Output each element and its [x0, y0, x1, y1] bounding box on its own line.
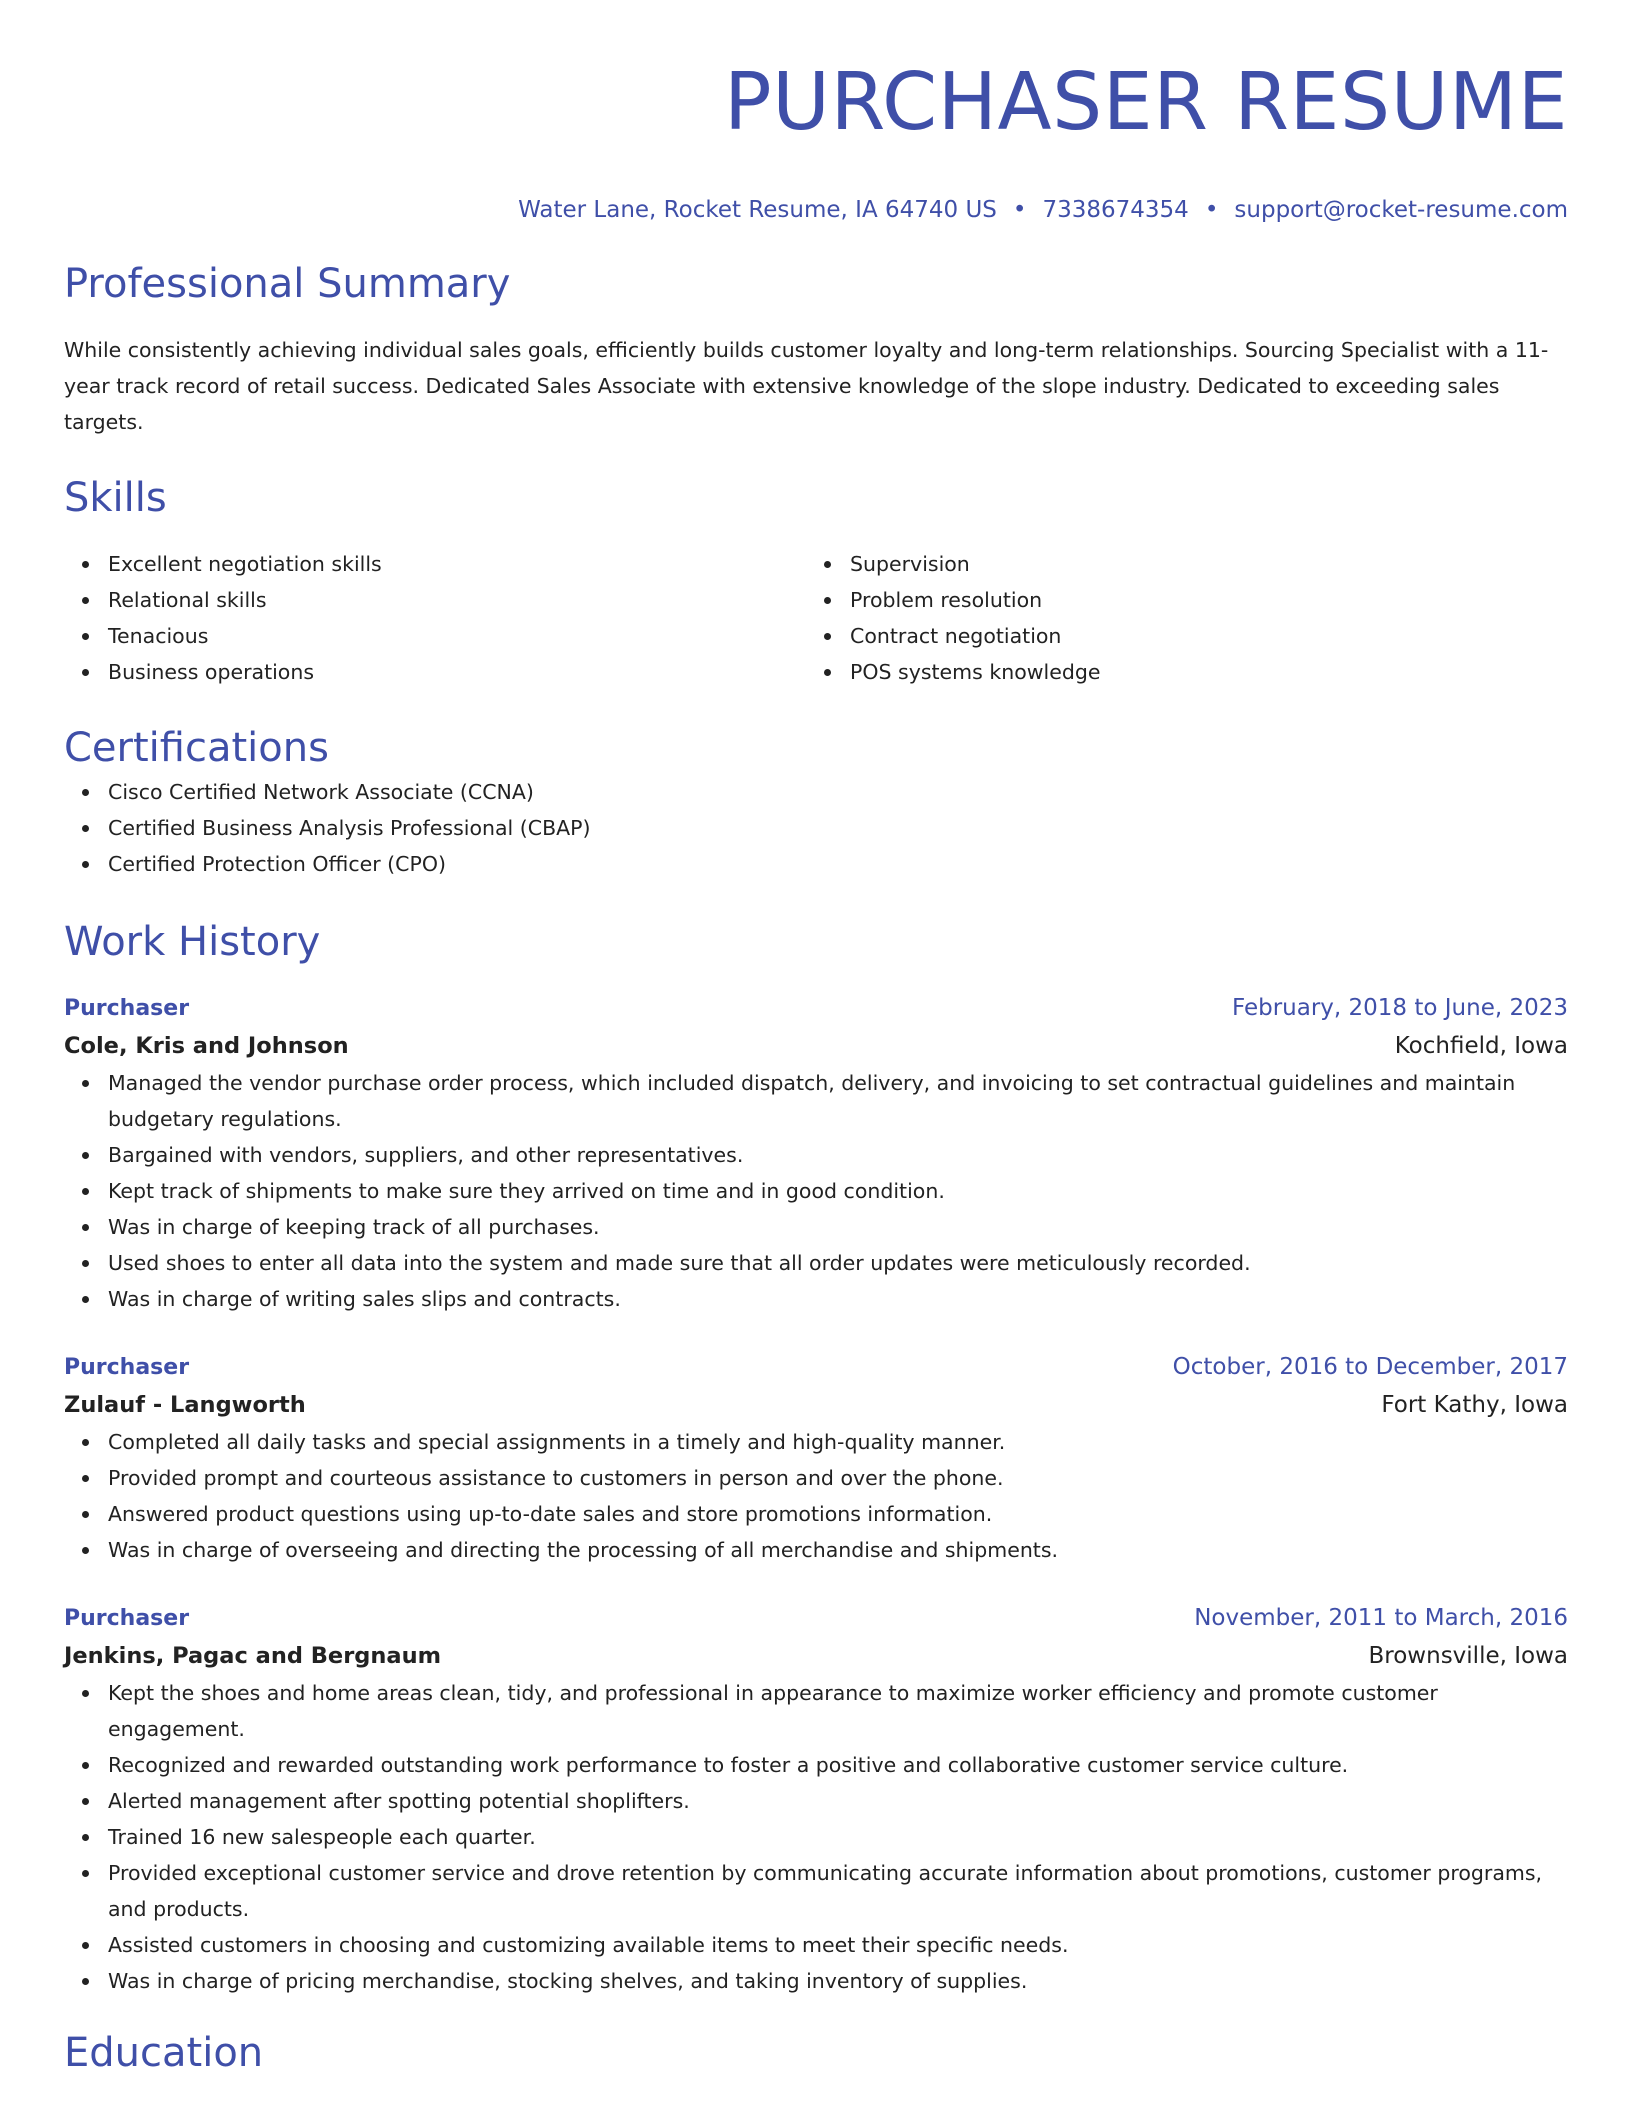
job-duty-item: Used shoes to enter all data into the system and made sure that all order updates were meticulously recorded.: [108, 1245, 1568, 1281]
skill-item: Contract negotiation: [850, 618, 1548, 654]
education-heading: Education: [64, 2030, 264, 2076]
contact-phone: 7338674354: [1042, 197, 1189, 223]
certifications-section: [64, 722, 1568, 882]
job-company-row: [64, 1386, 1568, 1424]
job-duty-item: Was in charge of overseeing and directing the processing of all merchandise and shipments.: [108, 1532, 1568, 1568]
skill-item: POS systems knowledge: [850, 654, 1548, 690]
job-company-row: [64, 1027, 1568, 1065]
job-duty-item: Provided prompt and courteous assistance to customers in person and over the phone.: [108, 1460, 1568, 1496]
job-entry: [64, 1349, 1568, 1568]
skill-item: Excellent negotiation skills: [108, 546, 806, 582]
work-history-heading: Work History: [64, 919, 321, 965]
resume-title: PURCHASER RESUME: [724, 56, 1568, 148]
job-duty-item: Trained 16 new salespeople each quarter.: [108, 1819, 1568, 1855]
job-duty-item: Kept track of shipments to make sure they arrived on time and in good condition.: [108, 1173, 1568, 1209]
job-title-row: [64, 1600, 1568, 1637]
skills-column-right: [806, 546, 1548, 690]
job-duties-list: [64, 1065, 1568, 1317]
skill-item: Relational skills: [108, 582, 806, 618]
contact-separator: •: [1204, 197, 1219, 223]
job-location: Brownsville, Iowa: [1368, 1643, 1568, 1669]
summary-heading: Professional Summary: [64, 261, 511, 307]
contact-email: support@rocket-resume.com: [1234, 197, 1568, 223]
job-title: Purchaser: [64, 1606, 190, 1631]
job-duties-list: [64, 1424, 1568, 1568]
job-duty-item: Answered product questions using up-to-date sales and store promotions information.: [108, 1496, 1568, 1532]
skills-grid: [64, 546, 1568, 690]
job-duty-item: Was in charge of keeping track of all purchases.: [108, 1209, 1568, 1245]
job-dates: November, 2011 to March, 2016: [1194, 1605, 1568, 1631]
job-duty-item: Was in charge of pricing merchandise, stocking shelves, and taking inventory of supplies.: [108, 1963, 1568, 1999]
job-title: Purchaser: [64, 996, 190, 1021]
skill-item: Problem resolution: [850, 582, 1548, 618]
job-duties-list: [64, 1675, 1568, 1999]
summary-section: [64, 258, 1568, 440]
job-duty-item: Provided exceptional customer service and drove retention by communicating accurate information about promotions, customer programs, and products.: [108, 1855, 1568, 1927]
job-duty-item: Recognized and rewarded outstanding work performance to foster a positive and collaborative customer service culture.: [108, 1747, 1568, 1783]
job-duty-item: Kept the shoes and home areas clean, tidy, and professional in appearance to maximize worker efficiency and promote customer engagement.: [108, 1675, 1568, 1747]
skill-item: Supervision: [850, 546, 1548, 582]
certification-item: Certified Business Analysis Professional (CBAP): [108, 810, 1568, 846]
skills-column-left: [64, 546, 806, 690]
contact-separator: •: [1012, 197, 1027, 223]
job-title-row: [64, 990, 1568, 1027]
resume-header: [64, 0, 1568, 226]
job-title-row: [64, 1349, 1568, 1386]
job-company-row: [64, 1637, 1568, 1675]
certifications-heading: Certifications: [64, 725, 329, 771]
education-section: [64, 2027, 1568, 2079]
job-company: Jenkins, Pagac and Bergnaum: [64, 1643, 442, 1669]
job-location: Kochfield, Iowa: [1394, 1033, 1568, 1059]
skill-item: Business operations: [108, 654, 806, 690]
contact-address: Water Lane, Rocket Resume, IA 64740 US: [518, 197, 997, 223]
job-entry: [64, 990, 1568, 1317]
certification-item: Cisco Certified Network Associate (CCNA): [108, 774, 1568, 810]
job-duty-item: Alerted management after spotting potential shoplifters.: [108, 1783, 1568, 1819]
skills-heading: Skills: [64, 475, 167, 521]
skill-item: Tenacious: [108, 618, 806, 654]
resume-page: [64, 0, 1568, 2079]
job-duty-item: Managed the vendor purchase order process, which included dispatch, delivery, and invoicing to set contractual guidelines and maintain budgetary regulations.: [108, 1065, 1568, 1137]
contact-line: [64, 194, 1568, 226]
job-location: Fort Kathy, Iowa: [1381, 1392, 1568, 1418]
job-dates: February, 2018 to June, 2023: [1231, 995, 1568, 1021]
job-entry: [64, 1600, 1568, 1999]
job-duty-item: Bargained with vendors, suppliers, and other representatives.: [108, 1137, 1568, 1173]
job-duty-item: Assisted customers in choosing and customizing available items to meet their specific needs.: [108, 1927, 1568, 1963]
job-company: Zulauf - Langworth: [64, 1392, 306, 1418]
job-dates: October, 2016 to December, 2017: [1172, 1354, 1568, 1380]
skills-list-right: [806, 546, 1548, 690]
summary-text: While consistently achieving individual sales goals, efficiently builds customer loyalty and long-term relationships. Sourcing Specialist with a 11-year track record of retail success. Dedicated Sales Associate with extensive knowledge of the slope industry. Dedicated to exceeding sales targets.: [64, 338, 1549, 434]
job-company: Cole, Kris and Johnson: [64, 1033, 349, 1059]
certifications-list: [64, 774, 1568, 882]
job-duty-item: Completed all daily tasks and special assignments in a timely and high-quality manner.: [108, 1424, 1568, 1460]
job-duty-item: Was in charge of writing sales slips and contracts.: [108, 1281, 1568, 1317]
certification-item: Certified Protection Officer (CPO): [108, 846, 1568, 882]
skills-section: [64, 472, 1568, 690]
skills-list-left: [64, 546, 806, 690]
work-history-section: [64, 916, 1568, 1999]
job-title: Purchaser: [64, 1355, 190, 1380]
